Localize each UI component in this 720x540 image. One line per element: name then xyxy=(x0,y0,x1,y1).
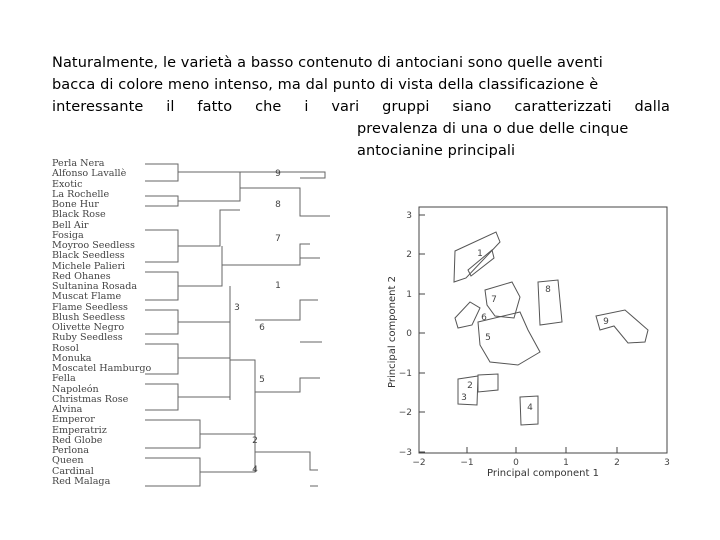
text-line-1: Naturalmente, le varietà a basso contenuto di antociani sono quelle aventi xyxy=(52,55,603,71)
group-outlines xyxy=(454,232,648,425)
group-labels xyxy=(461,249,609,413)
x-tick-label: 0 xyxy=(513,458,519,468)
variety-name: Flame Seedless xyxy=(52,301,128,313)
group-label: 8 xyxy=(545,285,551,295)
y-tick-label: 1 xyxy=(406,290,412,300)
variety-name: Emperor xyxy=(52,414,95,426)
group-label: 9 xyxy=(603,317,609,327)
y-tick-label: −2 xyxy=(398,408,412,418)
cluster-label: 8 xyxy=(275,200,281,210)
variety-name: Alvina xyxy=(52,404,83,415)
variety-name: Emperatriz xyxy=(52,424,107,436)
variety-name: Red Malaga xyxy=(52,475,111,487)
variety-name: La Rochelle xyxy=(52,188,110,200)
x-tick-label: −2 xyxy=(412,458,426,468)
variety-name: Red Globe xyxy=(52,434,103,446)
plot-frame xyxy=(419,207,667,453)
text-line-4: prevalenza di una o due delle cinque xyxy=(357,121,629,137)
variety-name: Red Ohanes xyxy=(52,270,111,282)
y-tick-label: 0 xyxy=(406,329,412,339)
cluster-label: 3 xyxy=(234,303,240,313)
variety-name: Queen xyxy=(52,455,84,467)
cluster-label: 5 xyxy=(259,375,265,385)
plot-ticks xyxy=(399,211,670,468)
group-label: 2 xyxy=(467,381,473,391)
group-label: 1 xyxy=(477,249,483,259)
x-tick-label: −1 xyxy=(460,458,474,468)
y-tick-label: −1 xyxy=(398,369,412,379)
variety-name: Ruby Seedless xyxy=(52,332,123,344)
group-label: 7 xyxy=(491,295,497,305)
x-tick-label: 3 xyxy=(664,458,670,468)
variety-name: Michele Palieri xyxy=(52,260,126,272)
variety-name: Muscat Flame xyxy=(52,291,122,303)
group-label: 3 xyxy=(461,393,467,403)
text-line-5: antocianine principali xyxy=(357,143,516,159)
cluster-label: 9 xyxy=(275,169,281,179)
variety-name: Moyroo Seedless xyxy=(52,240,135,251)
y-axis-label: Principal component 2 xyxy=(387,276,398,388)
variety-name: Cardinal xyxy=(52,465,94,477)
y-tick-label: −3 xyxy=(398,448,412,458)
cluster-label: 1 xyxy=(275,281,281,291)
text-line-3: interessante il fatto che i vari gruppi siano caratterizzati dalla xyxy=(52,99,670,115)
variety-name: Monuka xyxy=(52,352,92,364)
variety-name: Black Seedless xyxy=(52,250,125,262)
cluster-label: 7 xyxy=(275,234,281,244)
variety-name: Olivette Negro xyxy=(52,322,125,333)
variety-name: Sultanina Rosada xyxy=(52,281,138,292)
variety-name: Rosol xyxy=(52,342,79,354)
variety-name: Napoleón xyxy=(52,383,99,395)
variety-name: Bell Air xyxy=(52,219,89,231)
variety-name: Fella xyxy=(52,373,76,385)
cluster-label: 6 xyxy=(259,323,265,333)
variety-name: Bone Hur xyxy=(52,199,99,210)
group-label: 5 xyxy=(485,333,491,343)
variety-name: Exotic xyxy=(52,178,83,190)
variety-name: Moscatel Hamburgo xyxy=(52,363,152,374)
variety-name: Blush Seedless xyxy=(52,311,126,323)
variety-name: Perla Nera xyxy=(52,158,105,169)
x-tick-label: 1 xyxy=(563,458,569,468)
variety-name: Christmas Rose xyxy=(52,393,129,405)
y-tick-label: 3 xyxy=(406,211,412,221)
variety-name: Fosiga xyxy=(52,229,84,241)
y-tick-label: 2 xyxy=(406,250,412,260)
cluster-label: 2 xyxy=(252,436,258,446)
group-label: 6 xyxy=(481,313,487,323)
variety-name: Alfonso Lavallè xyxy=(52,168,127,180)
text-line-2: bacca di colore meno intenso, ma dal punto di vista della classificazione è xyxy=(52,77,599,93)
variety-name: Perlona xyxy=(52,445,90,456)
group-label: 4 xyxy=(527,403,533,413)
x-axis-label: Principal component 1 xyxy=(487,468,599,479)
cluster-label: 4 xyxy=(252,465,258,475)
variety-name: Black Rose xyxy=(52,209,106,221)
x-tick-label: 2 xyxy=(614,458,620,468)
